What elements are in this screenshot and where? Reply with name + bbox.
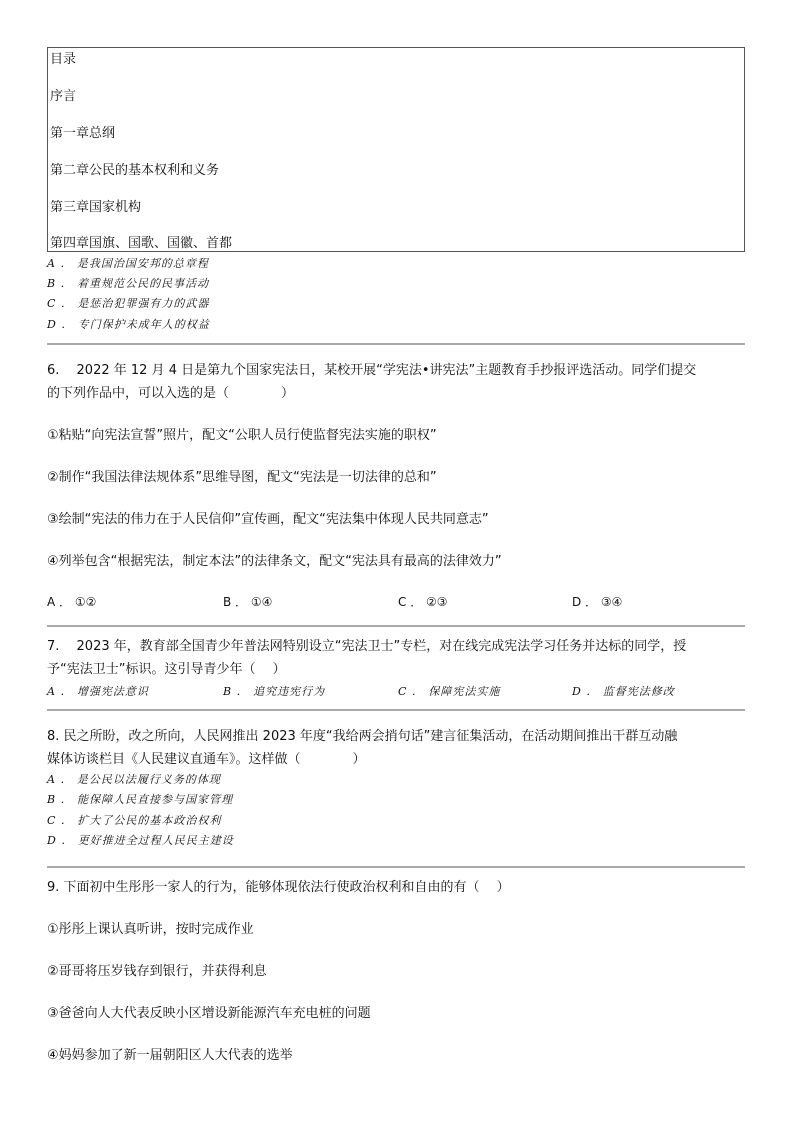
q6-statement: ①粘贴“向宪法宣誓”照片，配文“公职人员行使监督宪法实施的职权”: [47, 428, 437, 443]
q8-option-d: D ． 更好推进全过程人民民主建设: [47, 834, 234, 847]
q6-statement: ②制作“我国法律法规体系”思维导图，配文“宪法是一切法律的总和”: [47, 470, 437, 485]
q8-stem-line1: 8. 民之所盼，改之所向，人民网推出 2023 年度“我给两会捎句话”建言征集活动，在活动期间推出干群互动融: [47, 729, 678, 744]
q9-statement: ④妈妈参加了新一届朝阳区人大代表的选举: [47, 1048, 293, 1063]
toc-item: 第二章公民的基本权利和义务: [50, 163, 220, 178]
q6-stem-line1: 6. 2022 年 12 月 4 日是第九个国家宪法日，某校开展“学宪法•讲宪法”主题教育手抄报评选活动。同学们提交: [47, 363, 697, 378]
q7-option-d: D ． 监督宪法修改: [572, 685, 675, 698]
toc-item: 第四章国旗、国歌、国徽、首都: [50, 236, 233, 251]
q6-stem-line2: 的下列作品中，可以入选的是（ ）: [47, 386, 295, 401]
q9-statement: ③爸爸向人大代表反映小区增设新能源汽车充电桩的问题: [47, 1006, 371, 1021]
q6-statement: ③绘制“宪法的伟力在于人民信仰”宣传画，配文“宪法集中体现人民共同意志”: [47, 512, 489, 527]
q6-statement: ④列举包含“根据宪法，制定本法”的法律条文，配文“宪法具有最高的法律效力”: [47, 554, 502, 569]
q7-option-a: A ． 增强宪法意识: [47, 685, 149, 698]
q7-stem-line2: 予“宪法卫士”标识。这引导青少年（ ）: [47, 662, 286, 677]
q5-option-c: C ． 是惩治犯罪强有力的武器: [47, 297, 210, 310]
separator: [47, 866, 745, 868]
q9-stem: 9. 下面初中生彤彤一家人的行为，能够体现依法行使政治权利和自由的有（ ）: [47, 880, 510, 895]
toc-item: 序言: [50, 89, 77, 104]
toc-item: 第一章总纲: [50, 126, 116, 141]
q7-stem-line1: 7. 2023 年，教育部全国青少年普法网特别设立“宪法卫士”专栏，对在线完成宪法学习任务并达标的同学，授: [47, 639, 687, 654]
toc-box: [47, 47, 745, 252]
toc-item: 第三章国家机构: [50, 200, 142, 215]
q5-option-b: B ． 着重规范公民的民事活动: [47, 277, 210, 290]
separator: [47, 625, 745, 627]
q8-option-a: A ． 是公民以法履行义务的体现: [47, 773, 221, 786]
toc-item: 目录: [50, 52, 77, 67]
separator: [47, 709, 745, 711]
q6-option-b: B ． ①④: [223, 595, 273, 609]
q6-option-d: D ． ③④: [572, 595, 623, 609]
q6-option-c: C ． ②③: [398, 595, 448, 609]
q5-option-d: D ． 专门保护未成年人的权益: [47, 318, 210, 331]
q7-option-b: B ． 追究违宪行为: [223, 685, 326, 698]
q9-statement: ②哥哥将压岁钱存到银行，并获得利息: [47, 964, 267, 979]
separator: [47, 343, 745, 345]
q9-statement: ①彤彤上课认真听讲，按时完成作业: [47, 922, 254, 937]
q8-stem-line2: 媒体访谈栏目《人民建议直通车》。这样做（ ）: [47, 752, 366, 767]
q8-option-b: B ． 能保障人民直接参与国家管理: [47, 793, 234, 806]
q5-option-a: A ． 是我国治国安邦的总章程: [47, 257, 209, 270]
q6-option-a: A ． ①②: [47, 595, 97, 609]
q7-option-c: C ． 保障宪法实施: [398, 685, 501, 698]
q8-option-c: C ． 扩大了公民的基本政治权利: [47, 814, 222, 827]
